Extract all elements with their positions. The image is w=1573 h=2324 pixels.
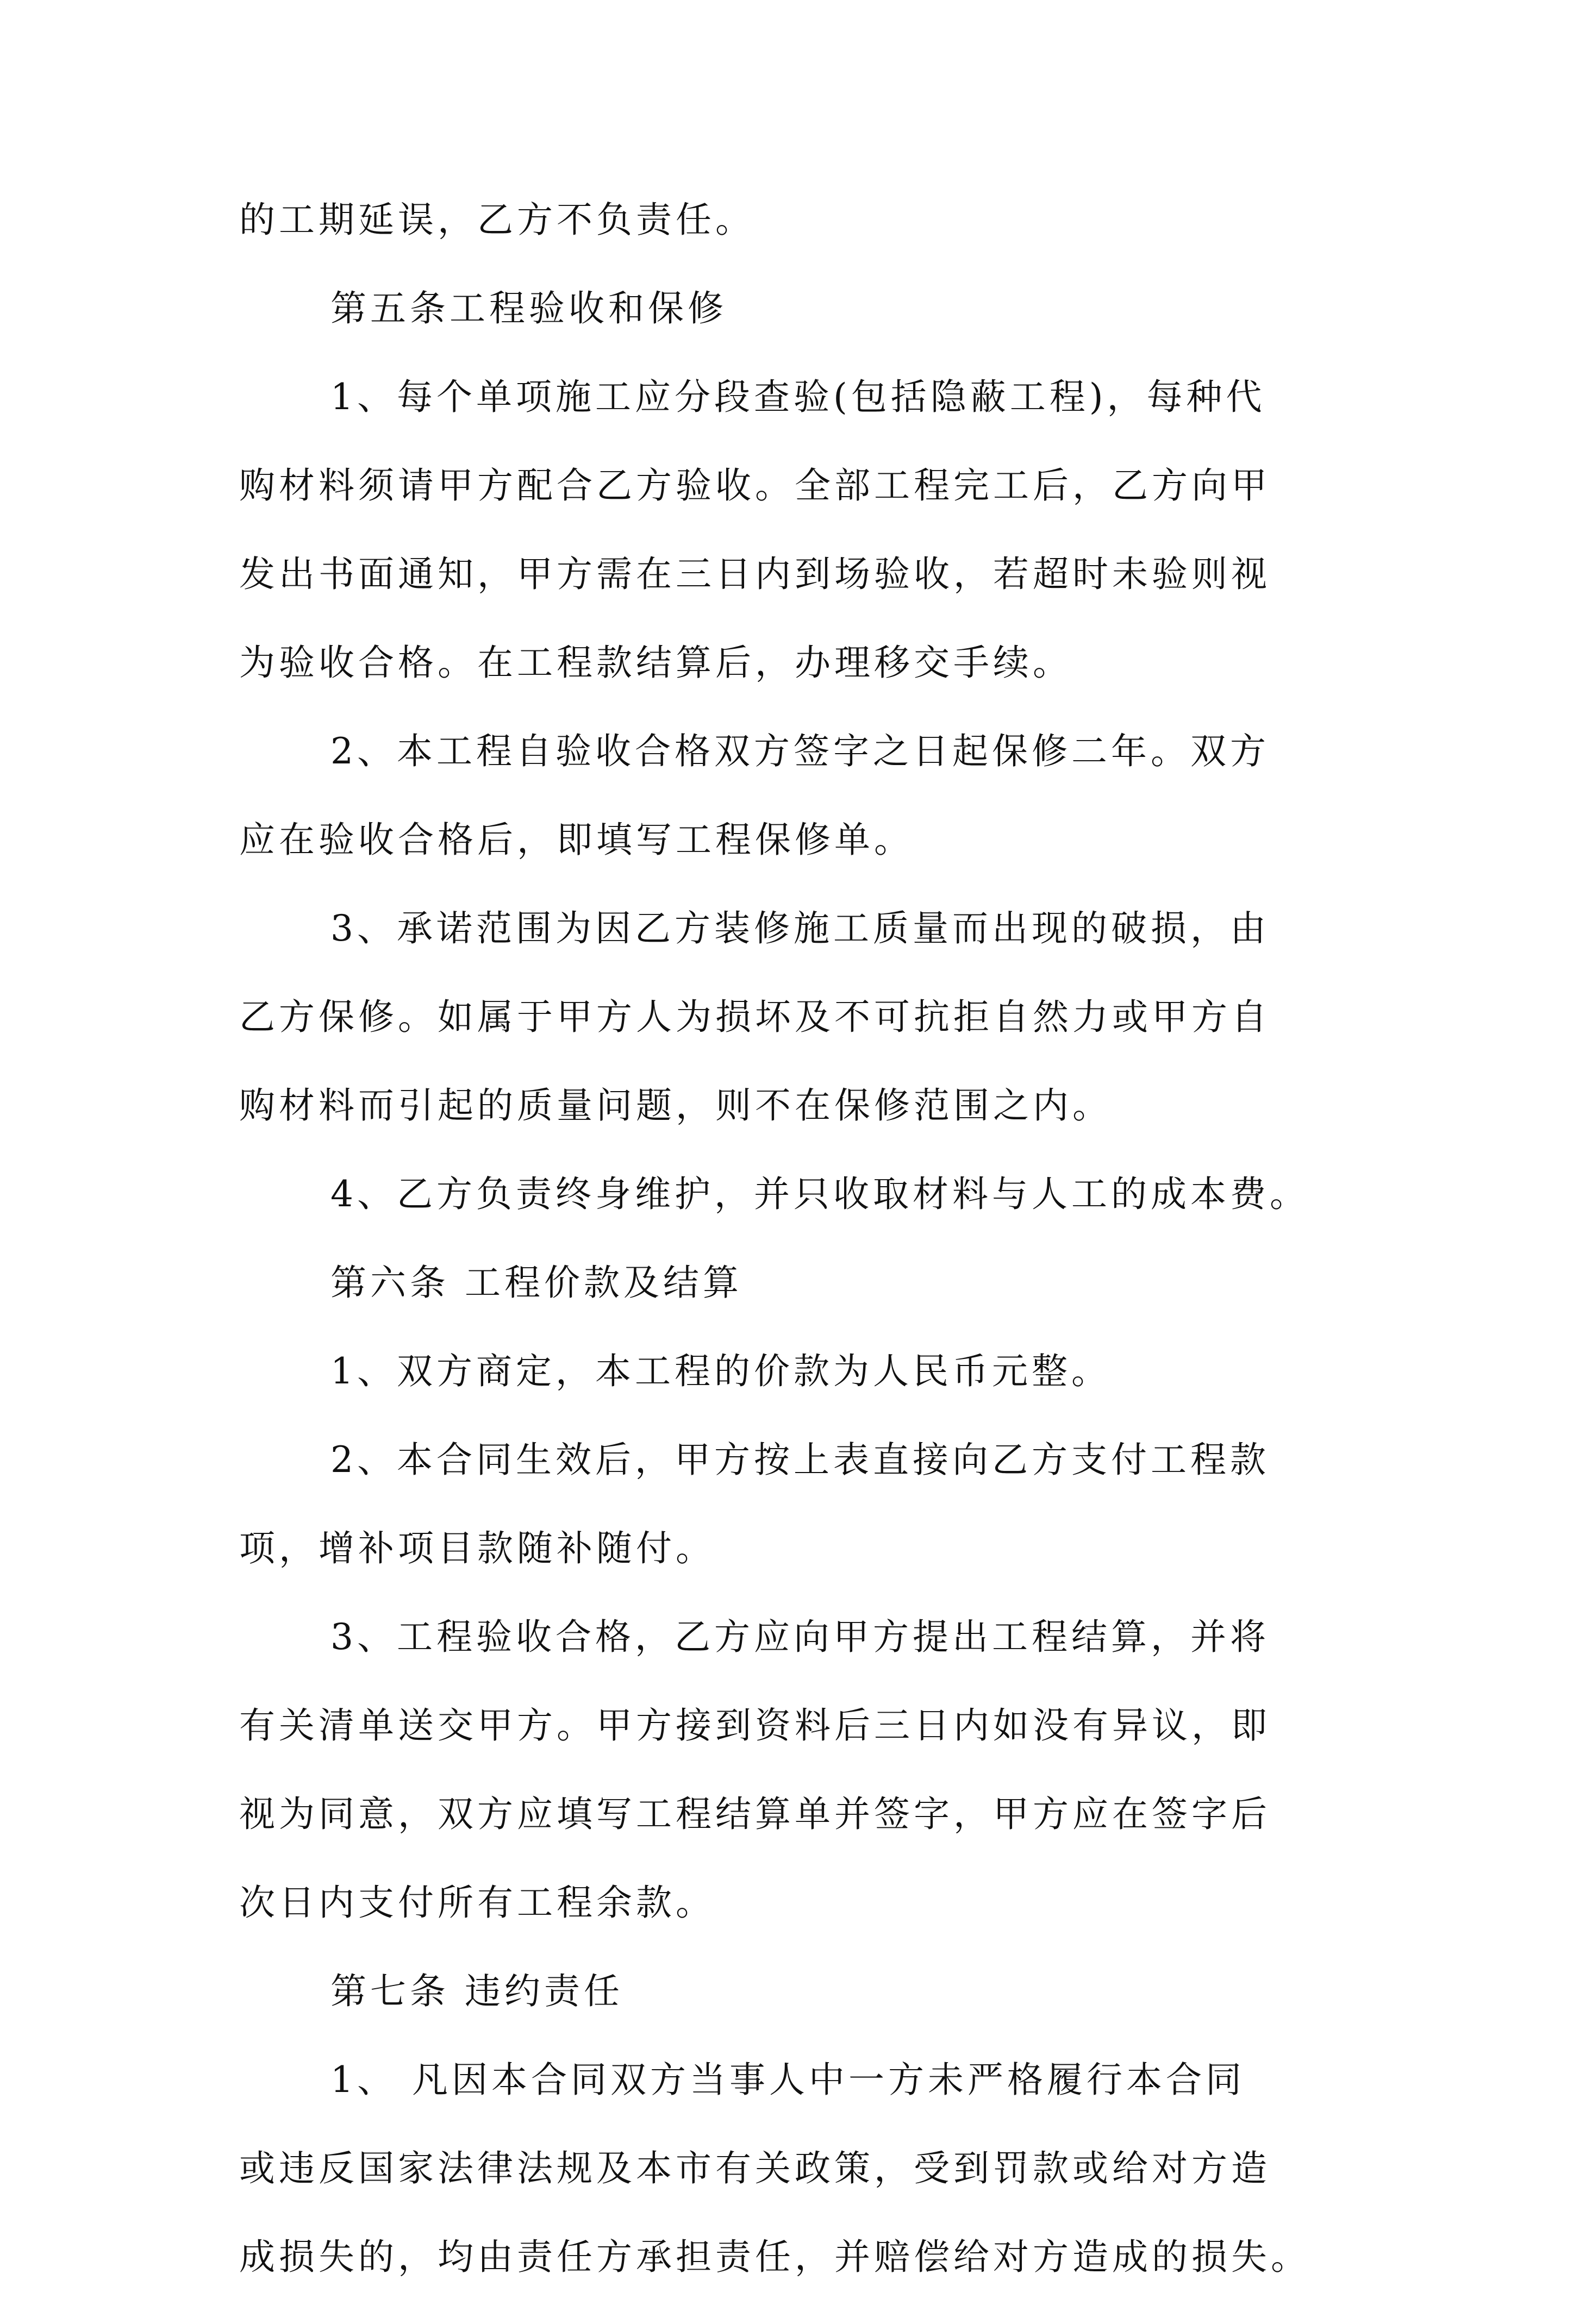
text-line: 购材料而引起的质量问题，则不在保修范围之内。 xyxy=(239,1085,1112,1126)
text-line: 乙方保修。如属于甲方人为损坏及不可抗拒自然力或甲方自 xyxy=(239,996,1271,1038)
text-line: 2、本合同生效后，甲方按上表直接向乙方支付工程款 xyxy=(330,1439,1270,1481)
document-body xyxy=(239,198,1337,2324)
text-line: 1、每个单项施工应分段查验(包括隐蔽工程)，每种代 xyxy=(330,376,1266,418)
text-line: 购材料须请甲方配合乙方验收。全部工程完工后，乙方向甲 xyxy=(239,465,1271,506)
text-line: 项，增补项目款随补随付。 xyxy=(239,1527,715,1569)
section-heading-5: 第五条工程验收和保修 xyxy=(330,287,727,329)
text-line: 或违反国家法律法规及本市有关政策，受到罚款或给对方造 xyxy=(239,2147,1271,2189)
text-line: 有关清单送交甲方。甲方接到资料后三日内如没有异议，即 xyxy=(239,1705,1271,1746)
text-line: 为验收合格。在工程款结算后，办理移交手续。 xyxy=(239,642,1072,684)
text-line: 3、工程验收合格，乙方应向甲方提出工程结算，并将 xyxy=(330,1616,1270,1658)
text-line: 次日内支付所有工程余款。 xyxy=(239,1882,715,1924)
section-heading-6: 第六条 工程价款及结算 xyxy=(330,1262,742,1304)
text-line: 1、双方商定，本工程的价款为人民币元整。 xyxy=(330,1350,1111,1392)
text-line: 应在验收合格后，即填写工程保修单。 xyxy=(239,819,914,861)
section-heading-7: 第七条 违约责任 xyxy=(330,1970,623,2012)
text-line: 4、乙方负责终身维护，并只收取材料与人工的成本费。 xyxy=(330,1173,1309,1215)
text-line: 的工期延误，乙方不负责任。 xyxy=(239,199,755,241)
text-line: 发出书面通知，甲方需在三日内到场验收，若超时未验则视 xyxy=(239,553,1271,595)
text-line: 2、本工程自验收合格双方签字之日起保修二年。双方 xyxy=(330,730,1270,772)
text-line: 视为同意，双方应填写工程结算单并签字，甲方应在签字后 xyxy=(239,1793,1271,1835)
text-line: 3、承诺范围为因乙方装修施工质量而出现的破损，由 xyxy=(330,907,1270,949)
text-line: 成损失的，均由责任方承担责任，并赔偿给对方造成的损失。 xyxy=(239,2236,1310,2278)
text-line: 1、 凡因本合同双方当事人中一方未严格履行本合同 xyxy=(330,2059,1245,2101)
